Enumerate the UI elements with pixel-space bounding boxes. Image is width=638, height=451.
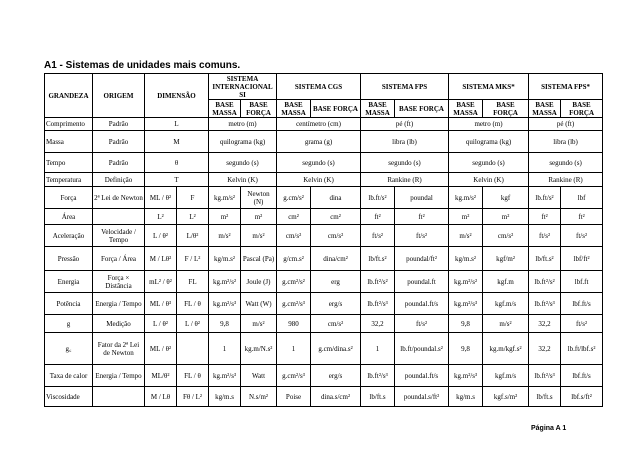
table-cell: g.cm²/s² [277,271,311,293]
table-cell: kgf.m/s [483,365,529,387]
table-cell: kg.m²/s² [209,271,241,293]
table-cell: Área [45,209,93,225]
header-dimensao: DIMENSÃO [145,74,209,118]
table-cell: lbf.ft [561,271,603,293]
table-cell: m² [241,209,277,225]
table-cell: 9,8 [449,315,483,333]
header-base-forca: BASE FORÇA [561,100,603,118]
table-cell: M / Lθ² [145,247,177,271]
table-cell: 1 [209,333,241,365]
table-cell: Velocidade / Tempo [93,225,145,247]
cell-grandeza: Comprimento [45,118,93,131]
table-cell: ft/s² [561,315,603,333]
table-cell: poundal.s/ft² [395,387,449,407]
table-row [45,131,603,153]
header-si: SISTEMA INTERNACIONAL SI [209,74,277,100]
cell-mks: quilograma (kg) [449,131,529,153]
cell-origem: Padrão [93,153,145,173]
table-cell [177,333,209,365]
table-cell: ft² [395,209,449,225]
table-cell: kg/m.s² [209,247,241,271]
table-cell: M / Lθ [145,387,177,407]
table-cell [93,209,145,225]
table-cell: poundal.ft/s [395,293,449,315]
table-cell: Taxa de calor [45,365,93,387]
table-cell: g/cm.s² [277,247,311,271]
header-base-massa: BASE MASSA [361,100,395,118]
table-cell: 9,8 [449,333,483,365]
table-cell: lb.ft²/s³ [529,293,561,315]
header-fps: SISTEMA FPS [361,74,449,100]
table-cell: lb/ft.s [529,387,561,407]
units-table [44,73,603,407]
table-cell: kg.m²/s² [449,271,483,293]
table-cell: cm/s² [277,225,311,247]
cell-fps: segundo (s) [361,153,449,173]
table-cell: erg/s [311,293,361,315]
table-cell: ft/s² [395,225,449,247]
table-cell: m/s² [241,315,277,333]
table-cell: lb.ft²/s² [361,271,395,293]
table-cell: ft² [361,209,395,225]
table-cell: ft² [529,209,561,225]
table-cell: kg.m/N.s² [241,333,277,365]
table-cell: m/s² [483,315,529,333]
table-cell [93,387,145,407]
table-cell: lb.ft²/s² [529,271,561,293]
cell-origem: Padrão [93,118,145,131]
table-cell: m/s² [449,225,483,247]
table-cell: kgf.m [483,271,529,293]
cell-dim: θ [145,153,209,173]
cell-si: Kelvin (K) [209,173,277,187]
table-cell: lb/ft.s² [361,247,395,271]
header-grandeza: GRANDEZA [45,74,93,118]
table-cell: lb/ft.s [361,387,395,407]
table-cell: lb.ft/s² [361,187,395,209]
table-cell: kgf [483,187,529,209]
table-cell: N.s/m² [241,387,277,407]
table-cell: ML/θ² [145,365,177,387]
cell-dim: M [145,131,209,153]
table-cell: Pressão [45,247,93,271]
table-cell: kg/m.s [449,387,483,407]
table-row [45,153,603,173]
table-row [45,333,603,365]
table-cell: lb.ft²/s³ [529,365,561,387]
table-cell: cm/s² [311,315,361,333]
table-cell: lbf.ft/s [561,365,603,387]
table-cell: poundal/ft² [395,247,449,271]
table-cell: ML / θ² [145,187,177,209]
table-cell: 1 [361,333,395,365]
table-cell: ft/s² [361,225,395,247]
table-cell: F / L² [177,247,209,271]
header-base-massa: BASE MASSA [529,100,561,118]
table-cell: kg.m/s² [449,187,483,209]
table-cell: kgf.s/m² [483,387,529,407]
table-cell: 980 [277,315,311,333]
table-cell: m/s² [209,225,241,247]
table-cell: m² [449,209,483,225]
table-cell: kg.m²/s³ [449,293,483,315]
table-cell: FL [177,271,209,293]
table-row [45,225,603,247]
table-cell: 9,8 [209,315,241,333]
table-cell: F [177,187,209,209]
table-cell: kg.m²/s³ [449,365,483,387]
table-cell: 32,2 [529,315,561,333]
cell-cgs: centímetro (cm) [277,118,361,131]
table-cell: lb.ft/s² [529,187,561,209]
table-cell: cm/s² [483,225,529,247]
table-cell: kgf.m/s [483,293,529,315]
table-cell: Pascal (Pa) [241,247,277,271]
header-cgs: SISTEMA CGS [277,74,361,100]
table-cell: mL² / θ² [145,271,177,293]
table-row [45,247,603,271]
table-cell: L² [145,209,177,225]
table-cell: FL / θ [177,365,209,387]
table-cell: ML / θ³ [145,293,177,315]
table-cell: g.cm²/s³ [277,365,311,387]
cell-fps: pé (ft) [361,118,449,131]
table-cell: kg.m/s² [209,187,241,209]
table-row [45,271,603,293]
table-cell: ft² [561,209,603,225]
table-cell: Fator da 2ª Lei de Newton [93,333,145,365]
table-cell: ft/s² [395,315,449,333]
table-cell: dina.s/cm² [311,387,361,407]
table-cell: lb.ft/poundal.s² [395,333,449,365]
table-cell: FL / θ [177,293,209,315]
cell-grandeza: Tempo [45,153,93,173]
table-cell: kg/m.s [209,387,241,407]
table-cell: ft/s² [561,225,603,247]
table-cell: Potência [45,293,93,315]
table-cell: Watt (W) [241,293,277,315]
table-cell: 2ª Lei de Newton [93,187,145,209]
table-cell: Medição [93,315,145,333]
table-cell: Força × Distância [93,271,145,293]
table-cell: kgf/m² [483,247,529,271]
cell-fps2: pé (ft) [529,118,603,131]
cell-dim: L [145,118,209,131]
cell-mks: Kelvin (K) [449,173,529,187]
table-cell: ML / θ² [145,333,177,365]
cell-fps: libra (lb) [361,131,449,153]
table-cell: L / θ² [177,315,209,333]
table-row [45,118,603,131]
table-cell: kg/m.s² [449,247,483,271]
header-origem: ORIGEM [93,74,145,118]
cell-fps2: libra (lb) [529,131,603,153]
header-base-massa: BASE MASSA [209,100,241,118]
table-cell: poundal [395,187,449,209]
header-mks: SISTEMA MKS* [449,74,529,100]
table-row [45,387,603,407]
header-base-forca: BASE FORÇA [311,100,361,118]
table-cell: dina/cm² [311,247,361,271]
table-cell: cm/s² [311,225,361,247]
table-cell: Poise [277,387,311,407]
table-cell: g꜀ [45,333,93,365]
table-cell: lb/ft.s² [529,247,561,271]
header-fps2: SISTEMA FPS* [529,74,603,100]
table-cell: erg/s [311,365,361,387]
cell-si: quilograma (kg) [209,131,277,153]
table-cell: Energia [45,271,93,293]
cell-mks: metro (m) [449,118,529,131]
cell-fps2: segundo (s) [529,153,603,173]
table-cell: g [45,315,93,333]
table-cell: m² [209,209,241,225]
cell-si: segundo (s) [209,153,277,173]
page-footer: Página A 1 [531,425,567,432]
table-row [45,315,603,333]
table-cell: 32,2 [361,315,395,333]
cell-si: metro (m) [209,118,277,131]
table-cell: L/θ² [177,225,209,247]
table-cell: cm² [277,209,311,225]
table-row [45,209,603,225]
table-cell: ft/s² [529,225,561,247]
table-cell: lbf.s/ft² [561,387,603,407]
table-cell: lb.ft²/s³ [361,365,395,387]
table-cell: lb.ft/lbf.s² [561,333,603,365]
table-cell: cm² [311,209,361,225]
table-cell: 32,2 [529,333,561,365]
cell-cgs: Kelvin (K) [277,173,361,187]
table-cell: Viscosidade [45,387,93,407]
table-cell: lbf [561,187,603,209]
table-row [45,173,603,187]
table-cell: Força / Área [93,247,145,271]
header-base-massa: BASE MASSA [277,100,311,118]
cell-fps2: Rankine (R) [529,173,603,187]
table-cell: L / θ² [145,315,177,333]
header-base-forca: BASE FORÇA [241,100,277,118]
cell-grandeza: Massa [45,131,93,153]
table-cell: L / θ² [145,225,177,247]
table-cell: m/s² [241,225,277,247]
cell-cgs: segundo (s) [277,153,361,173]
table-cell: L² [177,209,209,225]
table-cell: g.cm/dina.s² [311,333,361,365]
table-cell: erg [311,271,361,293]
page-title: A1 - Sistemas de unidades mais comuns. [44,60,241,71]
table-cell: Fθ / L² [177,387,209,407]
table-cell: Watt [241,365,277,387]
cell-fps: Rankine (R) [361,173,449,187]
cell-mks: segundo (s) [449,153,529,173]
table-cell: dina [311,187,361,209]
table-row [45,187,603,209]
table-cell: poundal.ft/s [395,365,449,387]
table-cell: Joule (J) [241,271,277,293]
table-cell: Força [45,187,93,209]
table-cell: Aceleração [45,225,93,247]
table-cell: kg.m²/s³ [209,293,241,315]
table-cell: lbf/ft² [561,247,603,271]
table-cell: m² [483,209,529,225]
table-cell: kg.m²/s³ [209,365,241,387]
table-cell: Newton (N) [241,187,277,209]
cell-dim: T [145,173,209,187]
header-base-forca: BASE FORÇA [395,100,449,118]
table-cell: lbf.ft/s [561,293,603,315]
header-base-forca: BASE FORÇA [483,100,529,118]
table-cell: g.cm/s² [277,187,311,209]
table-cell: Energia / Tempo [93,365,145,387]
cell-grandeza: Temperatura [45,173,93,187]
cell-cgs: grama (g) [277,131,361,153]
table-cell: lb.ft²/s³ [361,293,395,315]
cell-origem: Padrão [93,131,145,153]
header-base-massa: BASE MASSA [449,100,483,118]
table-cell: g.cm²/s³ [277,293,311,315]
table-cell: poundal.ft [395,271,449,293]
table-row [45,365,603,387]
table-cell: kg.m/kgf.s² [483,333,529,365]
table-cell: Energia / Tempo [93,293,145,315]
cell-origem: Definição [93,173,145,187]
table-cell: 1 [277,333,311,365]
table-row [45,293,603,315]
